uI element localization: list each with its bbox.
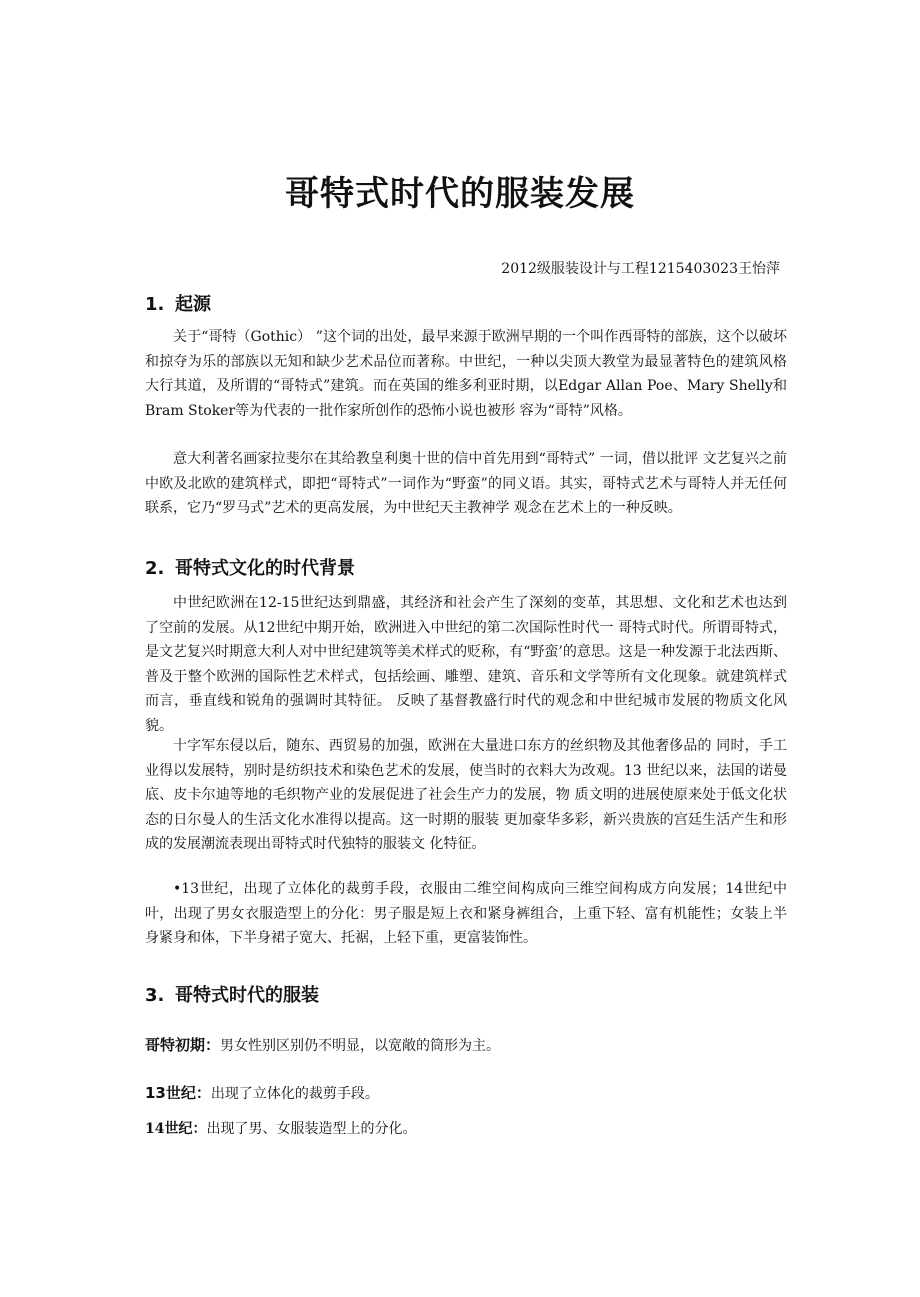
section-title: 起源 [175, 294, 211, 315]
period-label: 哥特初期： [145, 1036, 221, 1054]
section-number: 2. [145, 558, 165, 579]
section-heading-origin [145, 290, 211, 316]
period-label: 14世纪： [145, 1121, 207, 1137]
document-title: 哥特式时代的服装发展 [285, 174, 635, 214]
period-item-13th-century [145, 1082, 379, 1103]
section-heading-clothing [145, 981, 319, 1007]
period-text: 出现了男、女服装造型上的分化。 [206, 1121, 417, 1137]
period-item-14th-century [145, 1118, 416, 1138]
section-title: 哥特式文化的时代背景 [175, 558, 355, 579]
section-title: 哥特式时代的服装 [175, 985, 319, 1006]
section-number: 1. [145, 294, 165, 315]
section-number: 3. [145, 985, 165, 1006]
section-heading-background [145, 554, 355, 580]
paragraph: •13世纪，出现了立体化的裁剪手段，衣服由二维空间构成向三维空间构成方向发展；14世纪中叶，出现了男女衣服造型上的分化：男子服是短上衣和紧身裤组合，上重下轻、富有机能性；女装上半身紧身和体，下半身裙子宽大、托裾，上轻下重，更富装饰性。 [145, 881, 787, 946]
paragraph: 中世纪欧洲在12-15世纪达到鼎盛，其经济和社会产生了深刻的变革，其思想、文化和艺术也达到了空前的发展。从12世纪中期开始，欧洲进入中世纪的第二次国际性时代一 哥特式时代。所谓哥特式，是文艺复兴时期意大利人对中世纪建筑等美术样式的贬称，有“野蛮’的意思。这是一种发源于北法西斯、普及于整个欧洲的国际性艺术样式，包括绘画、雕塑、建筑、音乐和文学等所有文化现象。就建筑样式而言，垂直线和锐角的强调时其特征。 反映了基督教盛行时代的观念和中世纪城市发展的物质文化风貌。 [145, 595, 787, 734]
paragraph: 关于“哥特（Gothic） ”这个词的出处，最早来源于欧洲早期的一个叫作西哥特的部族，这个以破坏和掠夺为乐的部族以无知和缺少艺术品位而著称。中世纪，一种以尖顶大教堂为最显著特色的建筑风格大行其道，及所谓的“哥特式”建筑。而在英国的维多利亚时期，以Edgar Allan Poe、Mary Shelly和Bram Stoker等为代表的一批作家所创作的恐怖小说也被形 容为“哥特”风格。 [145, 329, 787, 419]
period-label: 13世纪： [145, 1084, 211, 1102]
period-text: 男女性别区别仍不明显，以宽敞的筒形为主。 [220, 1038, 501, 1054]
paragraph: 十字军东侵以后，随东、西贸易的加强，欧洲在大量进口东方的丝织物及其他奢侈品的 同时，手工业得以发展特，别时是纺织技术和染色艺术的发展，使当时的衣料大为改观。13 世纪以来，法国的诺曼底、皮卡尔迪等地的毛织物产业的发展促进了社会生产力的发展，物 质文明的进展使原来处于低文化状态的日尔曼人的生活文化水准得以提高。这一时期的服装 更加豪华多彩，新兴贵族的宫廷生活产生和形成的发展潮流表现出哥特式时代独特的服装文 化特征。 [145, 738, 787, 852]
period-item-early-gothic [145, 1034, 500, 1055]
paragraph: 意大利著名画家拉斐尔在其给教皇利奥十世的信中首先用到“哥特式” 一词，借以批评 文艺复兴之前中欧及北欧的建筑样式，即把“哥特式”一词作为“野蛮”的同义语。其实，哥特式艺术与哥特人并无任何联系，它乃“罗马式”艺术的更高发展，为中世纪天主教神学 观念在艺术上的一种反映。 [145, 451, 787, 516]
author-line: 2012级服装设计与工程1215403023王怡萍 [501, 261, 780, 277]
period-text: 出现了立体化的裁剪手段。 [210, 1086, 379, 1102]
